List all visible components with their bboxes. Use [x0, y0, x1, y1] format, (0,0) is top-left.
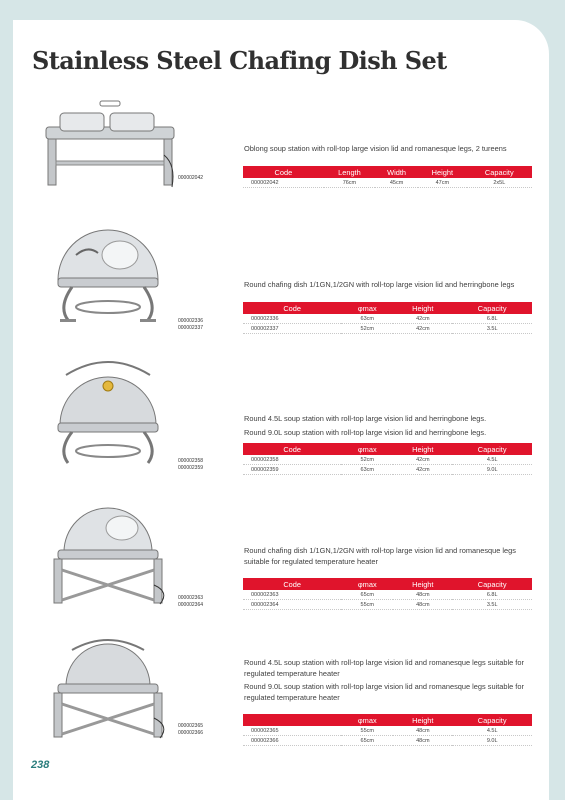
table-cell: 000002337 [243, 324, 341, 334]
description-line: Round 4.5L soup station with roll-top large vision lid and herringbone legs. [244, 414, 487, 423]
table-cell: 48cm [393, 600, 452, 610]
column-header: Height [393, 443, 452, 455]
table-cell: 4.5L [452, 726, 532, 736]
table-row [243, 726, 532, 736]
spec-table [243, 443, 532, 475]
item-code: 000002042 [178, 175, 204, 181]
table-cell: 000002364 [243, 600, 341, 610]
description-line: Round 9.0L soup station with roll-top large vision lid and romanesque legs suitable for regulated temperature heater [244, 682, 524, 702]
product-description [244, 144, 536, 158]
table-row [243, 455, 532, 465]
table-cell: 45cm [375, 178, 418, 188]
column-header: Width [375, 166, 418, 178]
item-code: 000002366 [178, 730, 204, 736]
round-chafing-dish-romanesque-photo [38, 500, 178, 610]
column-header: Code [243, 578, 341, 590]
spec-table [243, 302, 532, 334]
table-row [243, 324, 532, 334]
item-codes [178, 458, 203, 472]
page-title: Stainless Steel Chafing Dish Set [32, 46, 447, 75]
item-code: 000002358 [178, 458, 204, 464]
table-row [243, 590, 532, 600]
table-cell: 000002363 [243, 590, 341, 600]
spec-table [243, 166, 532, 188]
table-header-row [243, 302, 532, 314]
product-description [244, 658, 536, 706]
table-cell: 55cm [341, 726, 393, 736]
oblong-soup-station-photo [38, 95, 178, 195]
column-header: Capacity [467, 166, 532, 178]
column-header: Capacity [452, 578, 532, 590]
table-cell: 42cm [393, 465, 452, 475]
column-header: Code [243, 443, 341, 455]
column-header: Capacity [452, 443, 532, 455]
table-cell: 63cm [341, 465, 393, 475]
column-header: Length [324, 166, 375, 178]
spec-table [243, 714, 532, 746]
table-cell: 6.8L [452, 314, 532, 324]
table-cell: 48cm [393, 590, 452, 600]
table-cell: 76cm [324, 178, 375, 188]
item-codes [178, 595, 203, 609]
table-cell: 52cm [341, 455, 393, 465]
table-cell: 2x5L [467, 178, 532, 188]
item-code: 000002359 [178, 465, 204, 471]
description-line: Round 4.5L soup station with roll-top large vision lid and romanesque legs suitable for regulated temperature heater [244, 658, 524, 678]
column-header: Capacity [452, 302, 532, 314]
table-cell: 55cm [341, 600, 393, 610]
table-cell: 000002358 [243, 455, 341, 465]
column-header: φmax [341, 302, 393, 314]
column-header: Code [243, 166, 324, 178]
item-code: 000002336 [178, 318, 204, 324]
table-cell: 42cm [393, 455, 452, 465]
page-number: 238 [31, 759, 50, 771]
item-code: 000002337 [178, 325, 204, 331]
column-header [243, 714, 341, 726]
description-line: Round chafing dish 1/1GN,1/2GN with roll-top large vision lid and romanesque legs suitable for regulated temperature heater [244, 546, 516, 566]
table-header-row [243, 443, 532, 455]
description-line: Oblong soup station with roll-top large vision lid and romanesque legs, 2 tureens [244, 144, 507, 153]
column-header: Height [393, 302, 452, 314]
item-codes [178, 723, 203, 737]
spec-table [243, 578, 532, 610]
table-header-row [243, 578, 532, 590]
item-code: 000002363 [178, 595, 204, 601]
table-cell: 9.0L [452, 736, 532, 746]
column-header: φmax [341, 443, 393, 455]
table-cell: 3.5L [452, 600, 532, 610]
table-cell: 3.5L [452, 324, 532, 334]
table-cell: 65cm [341, 590, 393, 600]
table-cell: 000002365 [243, 726, 341, 736]
table-header-row [243, 714, 532, 726]
table-cell: 000002042 [243, 178, 324, 188]
table-row [243, 600, 532, 610]
item-code: 000002364 [178, 602, 204, 608]
table-cell: 47cm [418, 178, 467, 188]
table-cell: 6.8L [452, 590, 532, 600]
table-cell: 52cm [341, 324, 393, 334]
item-codes [178, 318, 203, 332]
table-row [243, 465, 532, 475]
table-cell: 42cm [393, 314, 452, 324]
table-cell: 48cm [393, 736, 452, 746]
round-soup-station-herringbone-photo [38, 355, 178, 470]
column-header: Height [418, 166, 467, 178]
product-description [244, 280, 536, 294]
table-cell: 42cm [393, 324, 452, 334]
table-cell: 000002336 [243, 314, 341, 324]
column-header: Code [243, 302, 341, 314]
product-description [244, 414, 536, 441]
table-cell: 000002359 [243, 465, 341, 475]
column-header: Capacity [452, 714, 532, 726]
table-cell: 9.0L [452, 465, 532, 475]
description-line: Round chafing dish 1/1GN,1/2GN with roll-top large vision lid and herringbone legs [244, 280, 515, 289]
column-header: φmax [341, 714, 393, 726]
round-chafing-dish-herringbone-photo [38, 215, 178, 335]
item-code: 000002365 [178, 723, 204, 729]
column-header: Height [393, 578, 452, 590]
table-cell: 48cm [393, 726, 452, 736]
column-header: φmax [341, 578, 393, 590]
table-row [243, 178, 532, 188]
table-cell: 63cm [341, 314, 393, 324]
table-header-row [243, 166, 532, 178]
round-soup-station-romanesque-photo [38, 630, 178, 745]
table-row [243, 736, 532, 746]
table-cell: 000002366 [243, 736, 341, 746]
column-header: Height [393, 714, 452, 726]
product-description [244, 546, 536, 570]
table-cell: 4.5L [452, 455, 532, 465]
description-line: Round 9.0L soup station with roll-top large vision lid and herringbone legs. [244, 427, 487, 437]
item-codes [178, 175, 203, 182]
table-cell: 65cm [341, 736, 393, 746]
table-row [243, 314, 532, 324]
